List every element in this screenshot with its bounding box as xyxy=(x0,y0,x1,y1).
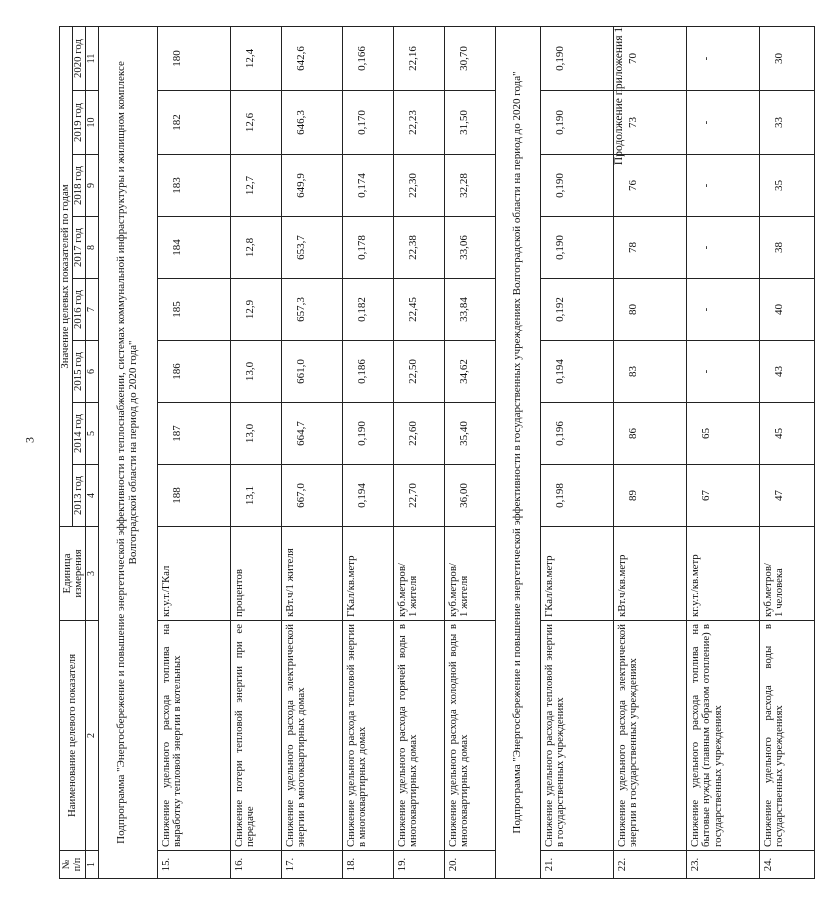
indicator-name: Снижение удельного расхода электрической энергии в многоквартирных домах xyxy=(281,621,342,851)
row-number: 16. xyxy=(230,851,281,879)
indicator-name: Снижение удельного расхода электрической энергии в государственных учреждениях xyxy=(613,621,686,851)
table-row xyxy=(540,26,613,878)
subprogram-row xyxy=(495,26,540,878)
table-body xyxy=(98,26,814,878)
row-number: 15. xyxy=(157,851,230,879)
value-cell: - xyxy=(686,26,759,90)
value-cell: - xyxy=(686,217,759,279)
header-year: 2018 год xyxy=(73,155,86,217)
header-num: № п/п xyxy=(60,851,86,879)
value-cell: 187 xyxy=(157,403,230,465)
value-cell: 646,3 xyxy=(281,91,342,155)
column-number: 1 xyxy=(86,851,99,879)
value-cell: 22,45 xyxy=(393,279,444,341)
table-row xyxy=(613,26,686,878)
value-cell: 184 xyxy=(157,217,230,279)
value-cell: 657,3 xyxy=(281,279,342,341)
value-cell: 0,194 xyxy=(342,465,393,527)
row-number: 21. xyxy=(540,851,613,879)
value-cell: 0,190 xyxy=(342,403,393,465)
value-cell: 73 xyxy=(613,91,686,155)
row-number: 17. xyxy=(281,851,342,879)
value-cell: 0,192 xyxy=(540,279,613,341)
value-cell: 30 xyxy=(759,26,814,90)
subprogram-title: Подпрограмма "Энергосбережение и повышение энергетической эффективности в теплоснабжении, системах коммунальной инфраструктуры и жилищном комплексе Волгоградской области на период до 2020 года" xyxy=(98,26,157,878)
value-cell: 0,178 xyxy=(342,217,393,279)
value-cell: 12,9 xyxy=(230,279,281,341)
row-number: 19. xyxy=(393,851,444,879)
value-cell: 78 xyxy=(613,217,686,279)
value-cell: 13,0 xyxy=(230,341,281,403)
value-cell: 70 xyxy=(613,26,686,90)
value-cell: - xyxy=(686,341,759,403)
value-cell: 182 xyxy=(157,91,230,155)
indicator-name: Снижение удельного расхода тепловой энергии в государственных учреждениях xyxy=(540,621,613,851)
unit-cell: кг.у.т./ГКал xyxy=(157,527,230,621)
row-number: 22. xyxy=(613,851,686,879)
value-cell: 33,06 xyxy=(444,217,495,279)
indicator-name: Снижение удельного расхода тепловой энергии в многоквартирных домах xyxy=(342,621,393,851)
table-row xyxy=(686,26,759,878)
table-row xyxy=(444,26,495,878)
subprogram-row xyxy=(98,26,157,878)
table-row xyxy=(759,26,814,878)
value-cell: 0,190 xyxy=(540,91,613,155)
value-cell: 36,00 xyxy=(444,465,495,527)
value-cell: 185 xyxy=(157,279,230,341)
value-cell: 89 xyxy=(613,465,686,527)
value-cell: 38 xyxy=(759,217,814,279)
value-cell: 47 xyxy=(759,465,814,527)
table-row xyxy=(393,26,444,878)
indicators-table xyxy=(59,26,815,879)
unit-cell: ГКал/кв.метр xyxy=(342,527,393,621)
unit-cell: кВт.ч/1 жителя xyxy=(281,527,342,621)
value-cell: 0,166 xyxy=(342,26,393,90)
unit-cell: куб.метров/ 1 жителя xyxy=(393,527,444,621)
indicator-name: Снижение удельного расхода воды в государственных учреждениях xyxy=(759,621,814,851)
value-cell: 0,198 xyxy=(540,465,613,527)
value-cell: 40 xyxy=(759,279,814,341)
header-name: Наименование целевого показателя xyxy=(60,621,86,851)
value-cell: 86 xyxy=(613,403,686,465)
value-cell: 30,70 xyxy=(444,26,495,90)
table-row xyxy=(230,26,281,878)
value-cell: 0,170 xyxy=(342,91,393,155)
column-number: 11 xyxy=(86,26,99,90)
value-cell: 45 xyxy=(759,403,814,465)
header-year: 2019 год xyxy=(73,91,86,155)
value-cell: 22,50 xyxy=(393,341,444,403)
column-number: 6 xyxy=(86,341,99,403)
header-years-group: Значение целевых показателей по годам xyxy=(60,26,73,526)
unit-cell: ГКал/кв.метр xyxy=(540,527,613,621)
indicator-name: Снижение удельного расхода топлива на бытовые нужды (главным образом отопление) в государственных учреждениях xyxy=(686,621,759,851)
value-cell: 67 xyxy=(686,465,759,527)
value-cell: 13,0 xyxy=(230,403,281,465)
value-cell: 0,186 xyxy=(342,341,393,403)
value-cell: 188 xyxy=(157,465,230,527)
value-cell: 667,0 xyxy=(281,465,342,527)
column-number: 7 xyxy=(86,279,99,341)
value-cell: 0,196 xyxy=(540,403,613,465)
table-header xyxy=(60,26,99,878)
value-cell: 0,194 xyxy=(540,341,613,403)
value-cell: - xyxy=(686,91,759,155)
value-cell: 22,38 xyxy=(393,217,444,279)
value-cell: 12,7 xyxy=(230,155,281,217)
value-cell: 33 xyxy=(759,91,814,155)
value-cell: 31,50 xyxy=(444,91,495,155)
unit-cell: процентов xyxy=(230,527,281,621)
value-cell: 0,190 xyxy=(540,217,613,279)
row-number: 20. xyxy=(444,851,495,879)
indicator-name: Снижение удельного расхода топлива на выработку тепловой энергии в котельных xyxy=(157,621,230,851)
value-cell: 33,84 xyxy=(444,279,495,341)
value-cell: 35 xyxy=(759,155,814,217)
row-number: 18. xyxy=(342,851,393,879)
header-year: 2020 год xyxy=(73,26,86,90)
value-cell: 22,16 xyxy=(393,26,444,90)
header-unit: Единица измерения xyxy=(60,527,86,621)
value-cell: 0,182 xyxy=(342,279,393,341)
value-cell: 65 xyxy=(686,403,759,465)
indicator-name: Снижение потери тепловой энергии при ее передаче xyxy=(230,621,281,851)
value-cell: 22,70 xyxy=(393,465,444,527)
indicator-name: Снижение удельного расхода горячей воды в многоквартирных домах xyxy=(393,621,444,851)
indicator-name: Снижение удельного расхода холодной воды в многоквартирных домах xyxy=(444,621,495,851)
value-cell: 80 xyxy=(613,279,686,341)
header-year: 2013 год xyxy=(73,465,86,527)
row-number: 23. xyxy=(686,851,759,879)
value-cell: 0,190 xyxy=(540,155,613,217)
column-number: 5 xyxy=(86,403,99,465)
value-cell: 642,6 xyxy=(281,26,342,90)
value-cell: 664,7 xyxy=(281,403,342,465)
value-cell: 22,30 xyxy=(393,155,444,217)
value-cell: 183 xyxy=(157,155,230,217)
column-number: 4 xyxy=(86,465,99,527)
column-number: 3 xyxy=(86,527,99,621)
value-cell: 34,62 xyxy=(444,341,495,403)
value-cell: 83 xyxy=(613,341,686,403)
value-cell: 13,1 xyxy=(230,465,281,527)
value-cell: 12,6 xyxy=(230,91,281,155)
value-cell: 12,8 xyxy=(230,217,281,279)
table-row xyxy=(281,26,342,878)
value-cell: 649,9 xyxy=(281,155,342,217)
header-year: 2014 год xyxy=(73,403,86,465)
value-cell: 180 xyxy=(157,26,230,90)
table-row xyxy=(342,26,393,878)
table-row xyxy=(157,26,230,878)
value-cell: 186 xyxy=(157,341,230,403)
value-cell: 43 xyxy=(759,341,814,403)
value-cell: 653,7 xyxy=(281,217,342,279)
value-cell: 35,40 xyxy=(444,403,495,465)
value-cell: 32,28 xyxy=(444,155,495,217)
column-numbers-row xyxy=(86,26,99,878)
value-cell: 76 xyxy=(613,155,686,217)
value-cell: 0,174 xyxy=(342,155,393,217)
value-cell: 661,0 xyxy=(281,341,342,403)
value-cell: 12,4 xyxy=(230,26,281,90)
header-year: 2015 год xyxy=(73,341,86,403)
column-number: 10 xyxy=(86,91,99,155)
value-cell: - xyxy=(686,155,759,217)
header-year: 2016 год xyxy=(73,279,86,341)
page-number: 3 xyxy=(22,437,37,443)
value-cell: - xyxy=(686,279,759,341)
column-number: 8 xyxy=(86,217,99,279)
column-number: 2 xyxy=(86,621,99,851)
unit-cell: куб.метров/ 1 жителя xyxy=(444,527,495,621)
unit-cell: куб.метров/ 1 человека xyxy=(759,527,814,621)
value-cell: 22,60 xyxy=(393,403,444,465)
subprogram-title: Подпрограмма "Энергосбережение и повышение энергетической эффективности в государственных учреждениях Волгоградской области на период до 2020 года" xyxy=(495,26,540,878)
value-cell: 0,190 xyxy=(540,26,613,90)
value-cell: 22,23 xyxy=(393,91,444,155)
column-number: 9 xyxy=(86,155,99,217)
row-number: 24. xyxy=(759,851,814,879)
unit-cell: кВт.ч/кв.метр xyxy=(613,527,686,621)
unit-cell: кг.у.т./кв.метр xyxy=(686,527,759,621)
continuation-label: Продолжение приложения 1 xyxy=(613,26,625,166)
header-year: 2017 год xyxy=(73,217,86,279)
